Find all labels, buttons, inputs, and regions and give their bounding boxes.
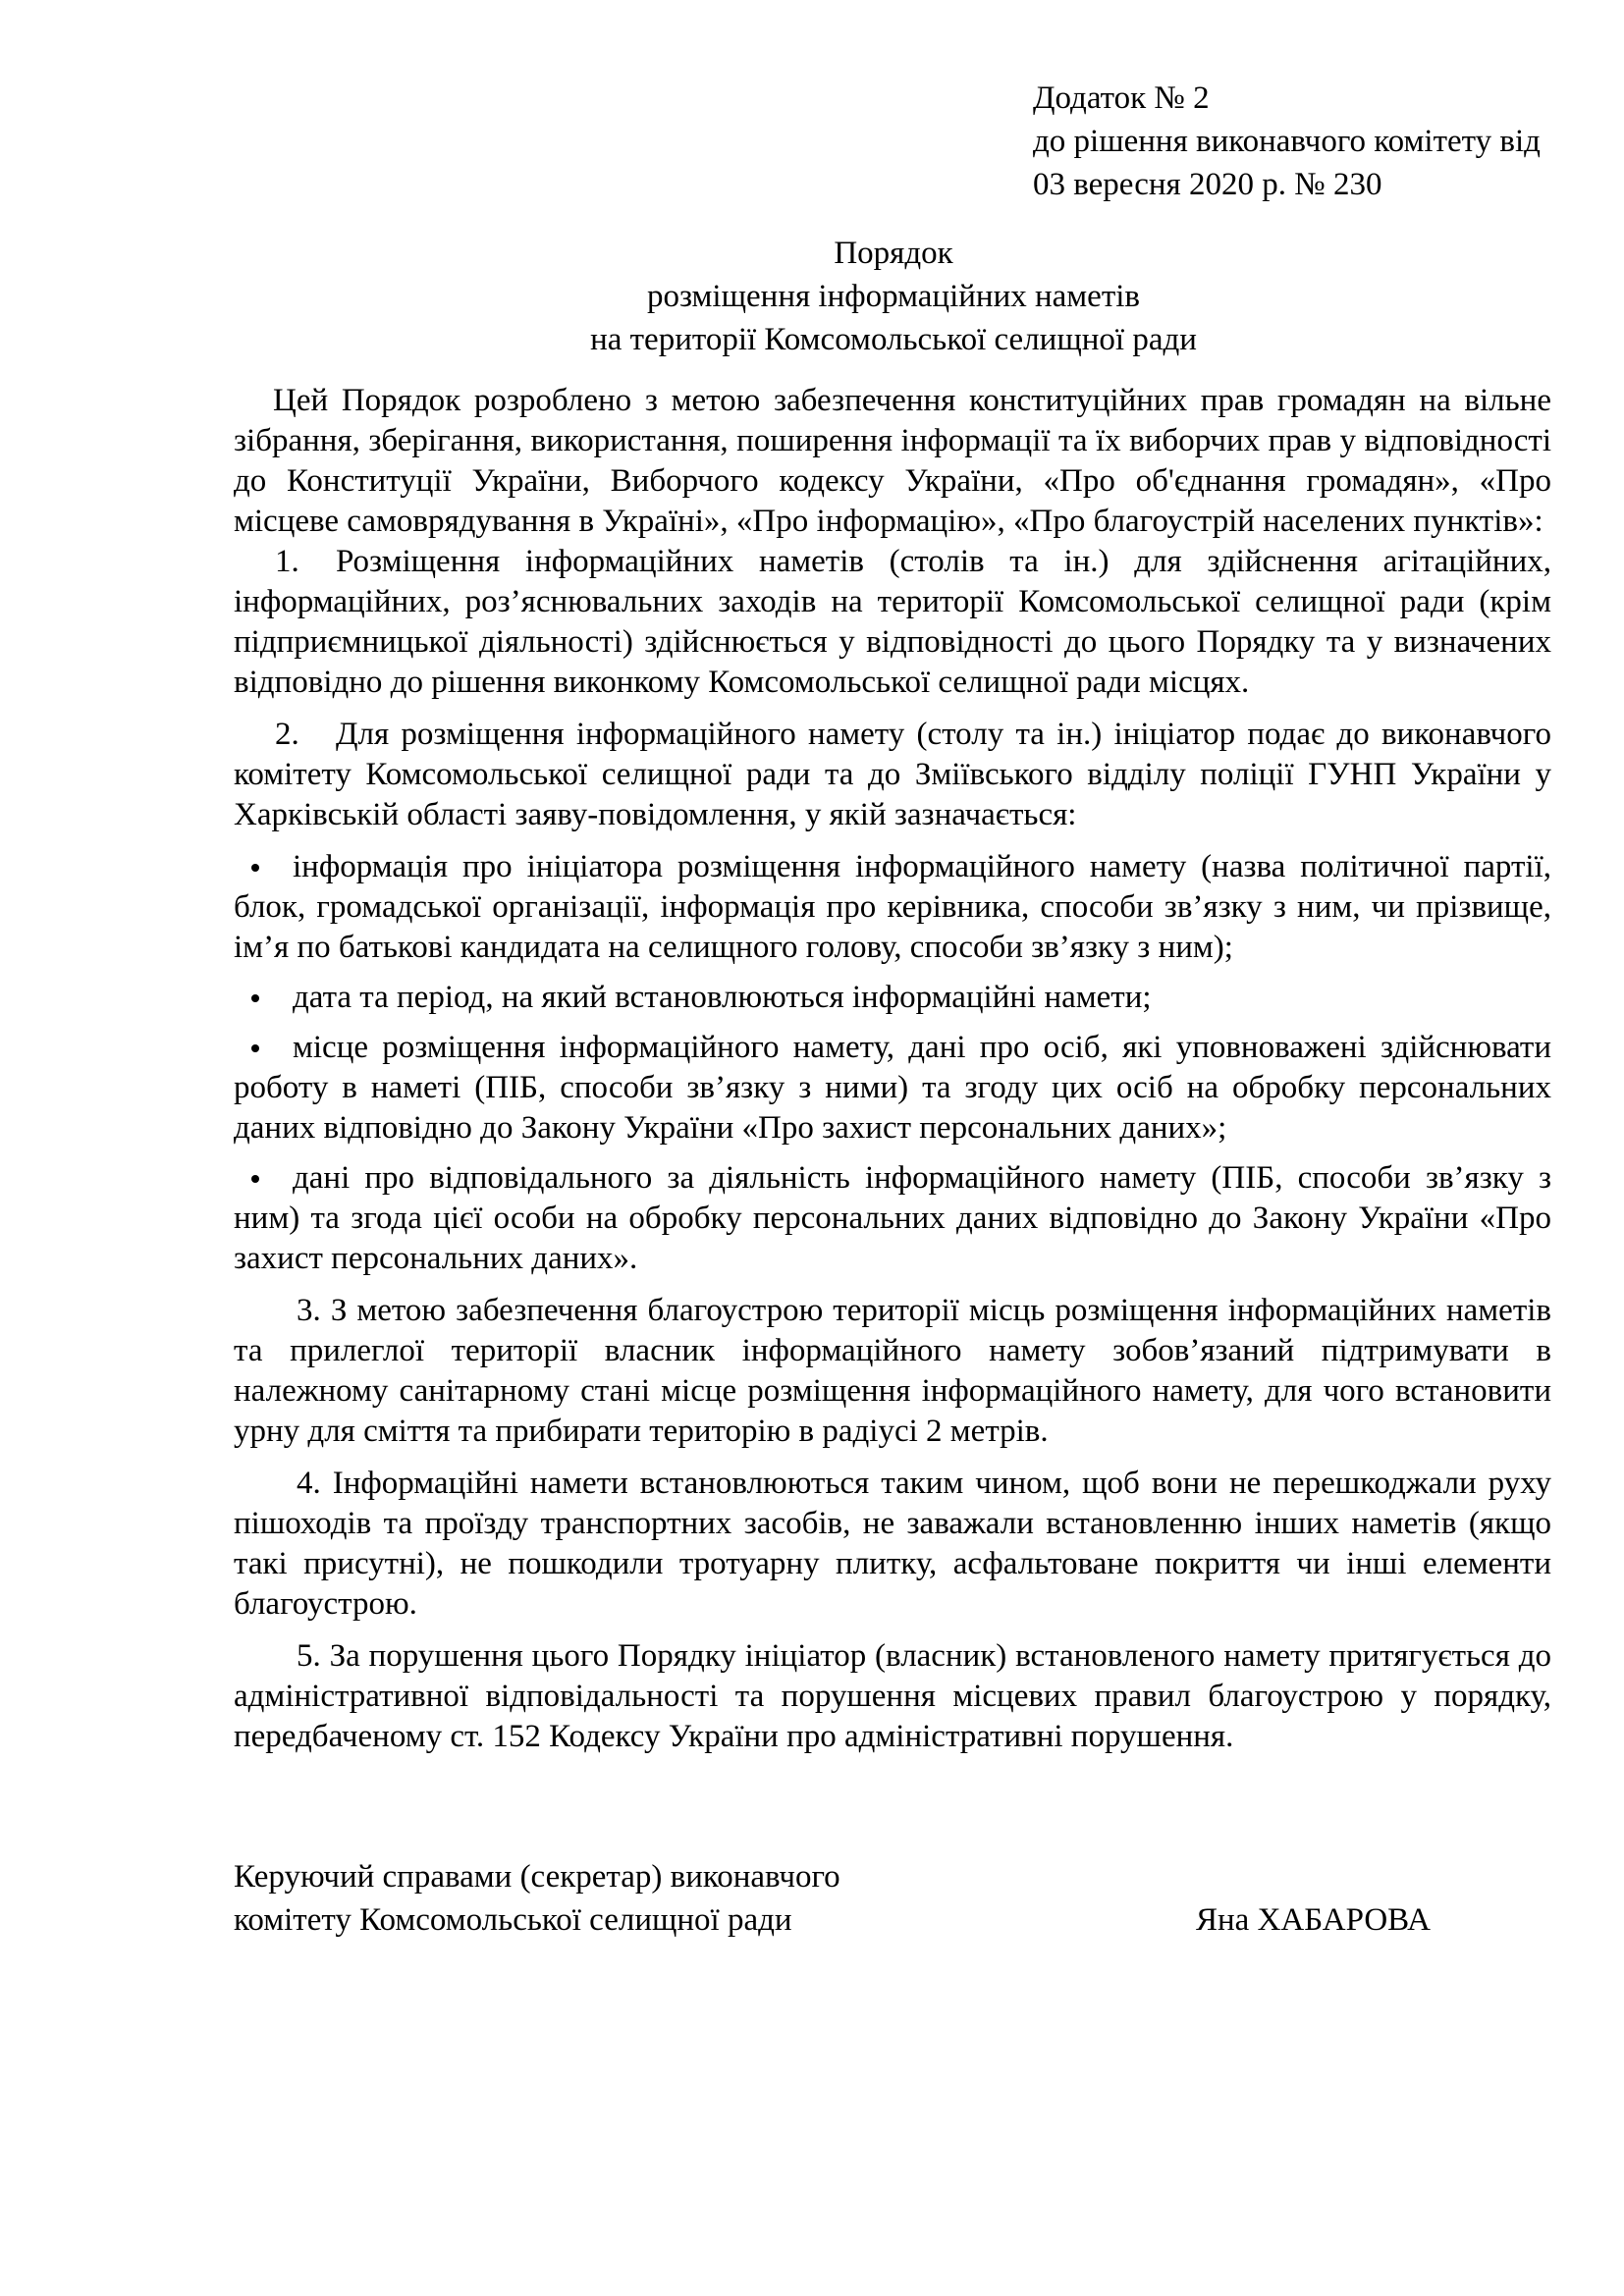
item-2	[234, 715, 1551, 835]
annex-decision: до рішення виконавчого комітету від	[1033, 124, 1541, 159]
signature-position-line-1: Керуючий справами (секретар) виконавчого	[234, 1859, 840, 1895]
document-title	[236, 232, 1551, 361]
intro-paragraph: Цей Порядок розроблено з метою забезпечення конституційних прав громадян на вільне зібрання, зберігання, використання, поширення інформації та їх виборчих прав у відповідності до Конституції України, Виборчого кодексу України, «Про об'єднання громадян», «Про місцеве самоврядування в Україні», «Про інформацію», «Про благоустрій населених пунктів»:	[234, 383, 1551, 539]
item-1-text: Розміщення інформаційних наметів (столів та ін.) для здійснення агітаційних, інформаційних, роз’яснювальних заходів на території Комсомольської селищної ради (крім підприємницької діяльності) здійснюється у відповідності до цього Порядку та у визначених відповідно до рішення виконкому Комсомольської селищної ради місцях.	[234, 544, 1551, 700]
title-line-3: на території Комсомольської селищної ради	[590, 322, 1197, 357]
bullet-item	[234, 1028, 1551, 1148]
bullet-text: дата та період, на який встановлюються інформаційні намети;	[293, 980, 1152, 1015]
item-3: 3. З метою забезпечення благоустрою території місць розміщення інформаційних наметів та прилеглої території власник інформаційного намету зобов’язаний підтримувати в належному санітарному стані місце розміщення інформаційного намету, для чого встановити урну для сміття та прибирати територію в радіусі 2 метрів.	[234, 1293, 1551, 1449]
item-2-number: 2.	[275, 717, 299, 752]
bullet-dot-icon	[251, 1044, 259, 1052]
title-line-1: Порядок	[834, 236, 953, 271]
bullet-item	[234, 1158, 1551, 1279]
bullet-dot-icon	[251, 1175, 259, 1183]
signature-position-line-2: комітету Комсомольської селищної ради	[234, 1902, 792, 1938]
signature-position	[234, 1855, 840, 1942]
bullet-text: дані про відповідального за діяльність інформаційного намету (ПІБ, способи зв’язку з ним) та згода цієї особи на обробку персональних даних відповідно до Закону України «Про захист персональних даних».	[234, 1160, 1551, 1276]
item-5: 5. За порушення цього Порядку ініціатор (власник) встановленого намету притягується до адміністративної відповідальності та порушення місцевих правил благоустрою у порядку, передбаченому ст. 152 Кодексу України про адміністративні порушення.	[234, 1638, 1551, 1754]
bullet-dot-icon	[251, 994, 259, 1002]
annex-number: Додаток № 2	[1033, 80, 1210, 116]
item-1	[234, 542, 1551, 703]
bullet-text: інформація про ініціатора розміщення інформаційного намету (назва політичної партії, блок, громадської організації, інформація про керівника, способи зв’язку з ним, чи прізвище, ім’я по батькові кандидата на селищного голову, способи зв’язку з ним);	[234, 849, 1551, 965]
bullet-dot-icon	[251, 864, 259, 872]
annex-date: 03 вересня 2020 р. № 230	[1033, 167, 1382, 202]
bullet-item	[234, 847, 1551, 968]
item-4: 4. Інформаційні намети встановлюються таким чином, щоб вони не перешкоджали руху пішоходів та проїзду транспортних засобів, не заважали встановленню інших наметів (якщо такі присутні), не пошкодили тротуарну плитку, асфальтоване покриття чи інші елементи благоустрою.	[234, 1466, 1551, 1622]
bullet-text: місце розміщення інформаційного намету, дані про осіб, які уповноважені здійснювати роботу в наметі (ПІБ, способи зв’язку з ними) та згоду цих осіб на обробку персональних даних відповідно до Закону України «Про захист персональних даних»;	[234, 1030, 1551, 1146]
signature-name: Яна ХАБАРОВА	[1196, 1902, 1431, 1938]
item-2-text: Для розміщення інформаційного намету (столу та ін.) ініціатор подає до виконавчого комітету Комсомольської селищної ради та до Зміївського відділу поліції ГУНП України у Харківській області заяву-повідомлення, у якій зазначається:	[234, 717, 1551, 832]
annex-header	[1033, 77, 1541, 206]
bullet-item	[234, 978, 1551, 1018]
title-line-2: розміщення інформаційних наметів	[646, 279, 1140, 314]
document-body	[234, 381, 1551, 1757]
item-1-number: 1.	[275, 544, 299, 579]
